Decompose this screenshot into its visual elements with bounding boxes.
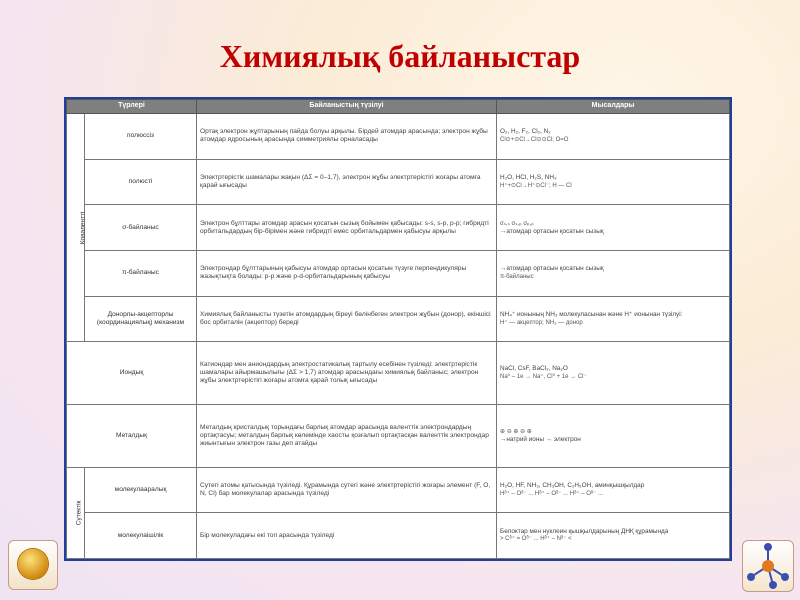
type-cell: σ-байланыс [85, 205, 197, 251]
header-examples: Мысалдары [497, 100, 730, 114]
table-row [67, 205, 730, 251]
type-cell: Донорлы-акцепторлы (координациялық) механизм [85, 296, 197, 342]
example-cell: H₂O, HF, NH₃, CH₃OH, C₂H₅OH, аминқышқылдар Hᵟ⁺ – Oᵟ⁻ ... Hᵟ⁺ – Oᵟ⁻ ... Hᵟ⁺ – Oᵟ⁻ ... [497, 467, 730, 513]
molecule-icon [743, 541, 793, 591]
type-cell: полюссіз [85, 114, 197, 160]
table-row [67, 114, 730, 160]
type-cell: полюсті [85, 159, 197, 205]
type-cell: Металдық [67, 404, 197, 467]
example-diagram: Cl⊙+⊙Cl→Cl⊙⊙Cl; O=O [500, 137, 569, 144]
table-row [67, 513, 730, 559]
desc-cell: Ортақ электрон жұптарының пайда болуы арқылы. Бірдей атомдар арасында; электрон жұбы атомдар ядросының арасында симметриялы орналасады [197, 114, 497, 160]
globe-icon [18, 549, 48, 579]
desc-cell: Химиялық байланысты түзетін атомдардың біреуі бөлінбеген электрон жұбын (донор), екіншісі бос орбиталін (акцептор) береді [197, 296, 497, 342]
example-diagram: σₛ,ₛ σₛ,ₚ σₚ,ₚ [500, 220, 534, 227]
example-diagram: π-байланыс [500, 273, 534, 280]
example-diagram: ⊕ ⊖ ⊕ ⊖ ⊕ [500, 428, 532, 435]
example-cell: ⊕ ⊖ ⊕ ⊖ ⊕ →натрий ионы → электрон [497, 404, 730, 467]
example-cell: →атомдар ортасын қосатын сызық π-байланыс [497, 250, 730, 296]
desc-cell: Электрон бұлттары атомдар арасын қосатын сызық бойымен қабысады: s-s, s-p, p-p; гибридті орбитальдардың бір-бірімен және гибридті емес орбитальдармен қабысуы арқылы [197, 205, 497, 251]
table-row [67, 250, 730, 296]
desc-cell: Бір молекуладағы екі топ арасында түзіледі [197, 513, 497, 559]
desc-cell: Электрондар бұлттарының қабысуы атомдар ортасын қосатын түзуге перпендикуляры жазықтықта болады: p-p және p-d-орбитальдарының қабысуы [197, 250, 497, 296]
desc-cell: Металдың кристалдық торындағы барлық атомдар арасында валенттік электрондардың ортақтасуы; металдың барлық көлемінде хаосты қозғалып ортақтасқан валенттік электрондар жиынтығын электрон газы деп атайды [197, 404, 497, 467]
type-cell: Иондық [67, 342, 197, 405]
example-diagram: H⁺+⊙Cl→H⁺⊙Cl⁻; H — Cl [500, 182, 572, 189]
page-title: Химиялық байланыстар [219, 38, 581, 74]
table-row [67, 342, 730, 405]
example-cell: H₂O, HCl, H₂S, NH₃ H⁺+⊙Cl→H⁺⊙Cl⁻; H — Cl [497, 159, 730, 205]
group-hydrogen: Сутектік [67, 467, 85, 558]
bond-types-table [66, 99, 730, 559]
example-diagram: H⁺ — акцептор; NH₃ — донор [500, 319, 583, 326]
desc-cell: Катиондар мен аниондардың электростатикалық тартылу есебінен түзіледі: электртерістік шамалары айырмашылығы (ΔΣ > 1,7) атомдар арасындағы химиялық байланыс; электрон жұбы электртерістігі жоғары атомға қарай толық ығысады [197, 342, 497, 405]
type-cell: молекулаішілік [85, 513, 197, 559]
example-diagram: Na⁰ – 1e → Na⁺, Cl⁰ + 1e → Cl⁻ [500, 373, 587, 380]
example-cell: Белоктар мен нуклеин қышқылдарының ДНҚ құрамында > Cᵟ⁺ = Oᵟ⁻ ... Hᵟ⁺ – Nᵟ⁻ < [497, 513, 730, 559]
example-cell: NH₄⁺ ионының NH₃ молекуласынан және H⁺ ионынан түзілуі: H⁺ — акцептор; NH₃ — донор [497, 296, 730, 342]
molecule-logo [742, 540, 794, 592]
type-cell: π-байланыс [85, 250, 197, 296]
desc-cell: Сутегі атомы қатысында түзіледі. Құрамында сутегі және электртерістігі жоғары элемент (F, O, N, Cl) бар молекулалар арасында түзіледі [197, 467, 497, 513]
group-covalent: Коваленттi [67, 114, 85, 342]
table-row [67, 296, 730, 342]
globe-logo [8, 540, 58, 590]
example-diagram: > Cᵟ⁺ = Oᵟ⁻ ... Hᵟ⁺ – Nᵟ⁻ < [500, 536, 572, 543]
desc-cell: Электртерістік шамалары жақын (ΔΣ = 0–1,7), электрон жұбы электртерістігі жоғары атомға қарай ығысады [197, 159, 497, 205]
table-row [67, 404, 730, 467]
bond-types-table-frame [64, 97, 732, 561]
example-diagram: Hᵟ⁺ – Oᵟ⁻ ... Hᵟ⁺ – Oᵟ⁻ ... Hᵟ⁺ – Oᵟ⁻ ... [500, 490, 603, 497]
table-row [67, 159, 730, 205]
example-cell: σₛ,ₛ σₛ,ₚ σₚ,ₚ →атомдар ортасын қосатын сызық [497, 205, 730, 251]
header-formation: Байланыстың түзілуі [197, 100, 497, 114]
type-cell: молекулааралық [85, 467, 197, 513]
header-types: Түрлері [67, 100, 197, 114]
example-cell: O₂, H₂, F₂, Cl₂, N₂ Cl⊙+⊙Cl→Cl⊙⊙Cl; O=O [497, 114, 730, 160]
table-row [67, 467, 730, 513]
example-cell: NaCl, CsF, BaCl₂, Na₂O Na⁰ – 1e → Na⁺, Cl⁰ + 1e → Cl⁻ [497, 342, 730, 405]
